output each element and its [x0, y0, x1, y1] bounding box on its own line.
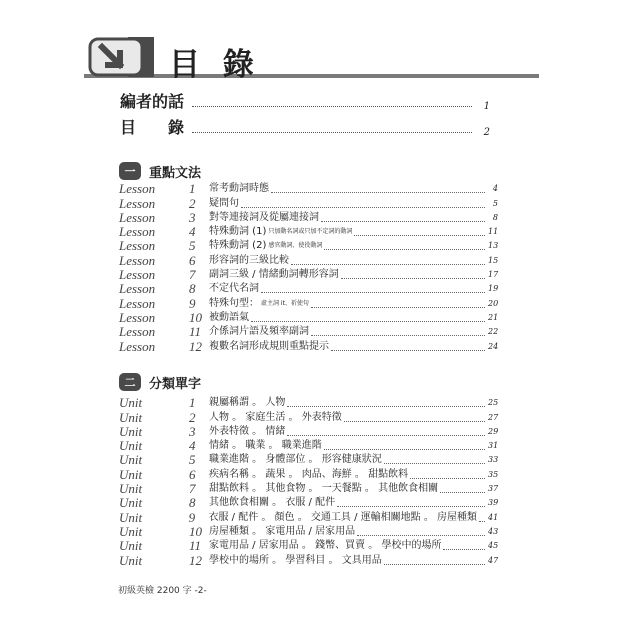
row-label: Unit	[119, 509, 143, 525]
toc-entry-contents[interactable]	[120, 114, 490, 138]
dot-leader	[324, 249, 485, 250]
page-number: 15	[488, 255, 499, 265]
dot-leader	[287, 435, 485, 436]
toc-header	[84, 37, 539, 83]
row-label: Lesson	[119, 281, 156, 297]
section-title: 分類單字	[149, 376, 202, 392]
dot-leader	[261, 292, 485, 293]
row-label: Unit	[119, 523, 143, 539]
row-label: Lesson	[119, 195, 156, 211]
row-label: Unit	[119, 438, 143, 454]
section-heading-vocabulary	[119, 371, 201, 393]
lesson-list	[119, 182, 498, 354]
row-label: Lesson	[119, 238, 156, 254]
row-number: 5	[189, 238, 196, 254]
row-note: 虛主詞 it、祈使句	[261, 299, 309, 307]
dot-leader	[331, 350, 485, 351]
section-number-badge: 二	[119, 373, 141, 391]
dot-leader	[344, 421, 485, 422]
toc-row-unit-8[interactable]	[119, 496, 498, 510]
row-number: 8	[189, 281, 196, 297]
page-number: 13	[488, 241, 499, 251]
unit-list	[119, 396, 498, 568]
toc-row-unit-6[interactable]	[119, 467, 498, 481]
toc-row-lesson-7[interactable]	[119, 268, 498, 282]
row-number: 2	[189, 195, 196, 211]
row-title: 特殊句型：	[209, 297, 259, 309]
dot-leader	[241, 207, 485, 208]
toc-row-unit-11[interactable]	[119, 539, 498, 553]
row-label: Lesson	[119, 252, 156, 268]
page-number: 24	[488, 341, 499, 351]
entry-label: 編者的話	[120, 92, 185, 111]
dot-leader	[479, 521, 485, 522]
toc-row-lesson-6[interactable]	[119, 253, 498, 267]
dot-leader	[341, 278, 485, 279]
dot-leader	[440, 492, 485, 493]
row-title: 常考動詞時態	[209, 183, 269, 195]
row-title: 不定代名詞	[209, 283, 259, 295]
dot-leader	[354, 235, 485, 236]
row-label: Unit	[119, 423, 143, 439]
toc-row-unit-9[interactable]	[119, 510, 498, 524]
page-number: 31	[488, 441, 499, 451]
toc-row-unit-7[interactable]	[119, 482, 498, 496]
dot-leader	[384, 463, 485, 464]
row-title: 副詞三級 / 情緒動詞轉形容詞	[209, 269, 339, 281]
page-number: 1	[483, 101, 490, 112]
page-number: 37	[488, 484, 499, 494]
dot-leader	[287, 406, 485, 407]
page-number: 29	[488, 426, 499, 436]
dot-leader	[192, 132, 472, 133]
row-label: Lesson	[119, 309, 156, 325]
row-number: 1	[189, 395, 196, 411]
dot-leader	[324, 449, 485, 450]
toc-row-unit-4[interactable]	[119, 439, 498, 453]
dot-leader	[443, 549, 485, 550]
dot-leader	[321, 221, 485, 222]
row-number: 4	[189, 224, 196, 240]
row-label: Unit	[119, 552, 143, 568]
row-note: 感官動詞、使役動詞	[268, 242, 323, 250]
row-number: 7	[189, 481, 196, 497]
dot-leader	[410, 478, 485, 479]
row-label: Lesson	[119, 224, 156, 240]
row-title: 形容詞的三級比較	[209, 254, 289, 266]
row-number: 10	[189, 309, 202, 325]
page-number: 19	[488, 284, 499, 294]
row-number: 12	[189, 338, 202, 354]
row-title: 親屬稱謂 。 人物	[209, 397, 286, 409]
row-number: 11	[189, 538, 202, 554]
dot-leader	[337, 506, 485, 507]
row-label: Unit	[119, 495, 143, 511]
page-number: 8	[492, 212, 498, 222]
dot-leader	[311, 335, 485, 336]
page-number: 17	[488, 270, 499, 280]
dot-leader	[384, 564, 485, 565]
row-number: 9	[189, 295, 196, 311]
row-number: 8	[189, 495, 196, 511]
page-number: 11	[488, 227, 499, 237]
row-title: 複數名詞形成規則重點提示	[209, 340, 329, 352]
row-title: 介係詞片語及頻率副詞	[209, 326, 309, 338]
toc-row-lesson-11[interactable]	[119, 325, 498, 339]
row-number: 3	[189, 209, 196, 225]
page-number: 5	[492, 198, 498, 208]
dot-leader	[192, 106, 472, 107]
row-label: Unit	[119, 395, 143, 411]
row-number: 9	[188, 509, 196, 525]
toc-row-lesson-1[interactable]	[119, 182, 498, 196]
row-title: 特殊動詞 (1)	[209, 226, 267, 238]
toc-row-lesson-2[interactable]	[119, 196, 498, 210]
dot-leader	[357, 535, 485, 536]
dot-leader	[251, 321, 485, 322]
page-number: 21	[488, 312, 499, 322]
row-title: 外表特徵 。 情緒	[209, 425, 286, 437]
page-number: 27	[488, 412, 499, 422]
row-title: 情緒 。 職業 。 職業進階	[209, 440, 322, 452]
page-number: 39	[488, 498, 499, 508]
row-number: 4	[189, 438, 196, 454]
toc-row-unit-2[interactable]	[119, 410, 498, 424]
row-title: 職業進階 。 身體部位 。 形容健康狀況	[209, 454, 382, 466]
toc-row-lesson-10[interactable]	[119, 311, 498, 325]
toc-row-lesson-5[interactable]	[119, 239, 498, 253]
row-title: 被動語氣	[209, 311, 249, 323]
row-label: Lesson	[119, 209, 156, 225]
entry-label: 目 錄	[120, 118, 185, 137]
row-number: 2	[189, 409, 196, 425]
row-number: 12	[189, 552, 202, 568]
row-label: Unit	[119, 409, 143, 425]
page-number: 2	[483, 127, 490, 138]
toc-row-unit-5[interactable]	[119, 453, 498, 467]
row-number: 3	[189, 423, 196, 439]
page-number: 45	[488, 541, 499, 551]
row-number: 1	[189, 181, 196, 197]
row-label: Lesson	[119, 324, 156, 340]
section-number-badge: 一	[119, 162, 141, 180]
page-number: 47	[488, 555, 499, 565]
dot-leader	[311, 307, 485, 308]
row-title: 疾病名稱 。 蔬果 。 肉品、海鮮 。 甜點飲料	[209, 468, 409, 480]
row-title: 特殊動詞 (2)	[209, 240, 267, 252]
row-number: 10	[189, 523, 202, 539]
row-note: 只加動名詞或只加不定詞的動詞	[268, 228, 353, 236]
row-label: Lesson	[119, 295, 156, 311]
dot-leader	[271, 192, 485, 193]
row-label: Lesson	[119, 338, 156, 354]
row-number: 5	[189, 452, 196, 468]
toc-row-lesson-9[interactable]	[119, 296, 498, 310]
page-number: 33	[488, 455, 499, 465]
row-label: Unit	[119, 481, 143, 497]
section-heading-grammar	[119, 160, 201, 182]
page-number: 4	[492, 184, 498, 194]
row-title: 其他飲食相關 。 衣服 / 配件	[209, 497, 336, 509]
page-number: 35	[488, 469, 499, 479]
row-label: Unit	[119, 538, 143, 554]
page-footer: 初級英檢 2200 字 -2-	[118, 586, 207, 596]
page-title: 目 錄	[169, 47, 260, 83]
row-number: 6	[189, 466, 196, 482]
page-number: 25	[488, 398, 499, 408]
toc-row-lesson-3[interactable]	[119, 211, 498, 225]
row-number: 11	[189, 324, 202, 340]
toc-row-lesson-8[interactable]	[119, 282, 498, 296]
row-label: Lesson	[119, 181, 156, 197]
row-title: 疑問句	[209, 197, 239, 209]
toc-row-unit-12[interactable]	[119, 553, 498, 567]
dot-leader	[291, 264, 485, 265]
page-number: 41	[488, 512, 499, 522]
page-number: 20	[488, 298, 499, 308]
toc-row-lesson-12[interactable]	[119, 339, 498, 353]
toc-row-unit-10[interactable]	[119, 525, 498, 539]
row-title: 家電用品 / 居家用品 。 錢幣、買賣 。 學校中的場所	[209, 540, 442, 552]
page-number: 22	[488, 327, 499, 337]
toc-entry-preface[interactable]	[120, 88, 490, 112]
section-title: 重點文法	[149, 165, 202, 181]
row-title: 學校中的場所 。 學習科目 。 文具用品	[209, 554, 382, 566]
row-title: 房屋種類 。 家電用品 / 居家用品	[209, 525, 356, 537]
page-number: 43	[488, 526, 499, 536]
row-title: 衣服 / 配件 。 顏色 。 交通工具 / 運輸相關地點 。 房屋種類	[208, 511, 477, 523]
row-label: Lesson	[119, 267, 156, 283]
toc-row-lesson-4[interactable]	[119, 225, 498, 239]
toc-row-unit-1[interactable]	[119, 396, 498, 410]
row-number: 6	[189, 252, 196, 268]
row-title: 人物 。 家庭生活 。 外表特徵	[209, 411, 342, 423]
row-title: 對等連接詞及從屬連接詞	[209, 211, 319, 223]
row-label: Unit	[119, 466, 143, 482]
toc-row-unit-3[interactable]	[119, 425, 498, 439]
row-number: 7	[189, 267, 196, 283]
row-title: 甜點飲料 。 其他食物 。 一天餐點 。 其他飲食相關	[209, 483, 439, 495]
row-label: Unit	[119, 452, 143, 468]
arrow-icon	[84, 37, 154, 79]
